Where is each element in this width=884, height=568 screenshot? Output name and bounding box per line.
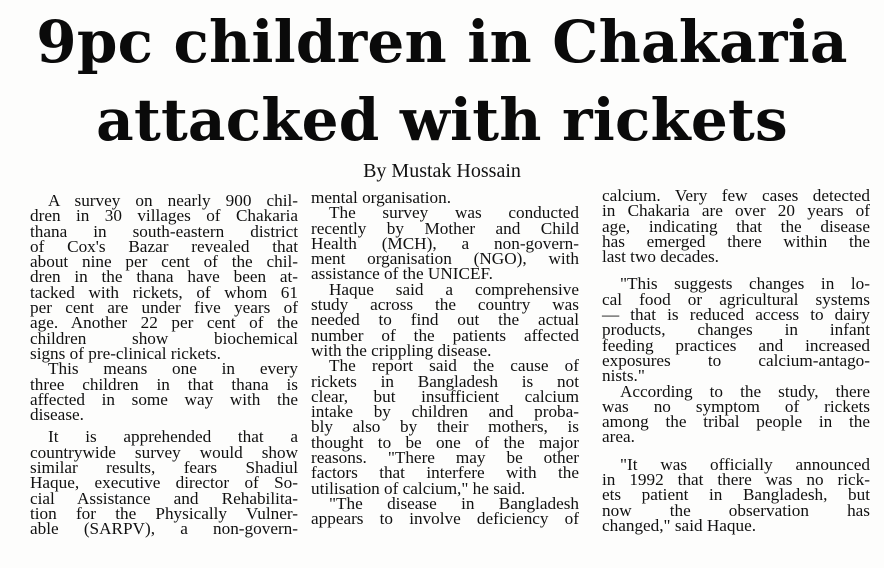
byline: By Mustak Hossain bbox=[363, 160, 521, 182]
article-text-line: children show biochemical bbox=[30, 328, 298, 348]
headline-line-1: 9pc children in Chakaria bbox=[36, 8, 848, 76]
article-text-line: study across the country was bbox=[311, 295, 579, 315]
article-text-line: recently by Mother and Child bbox=[311, 218, 579, 238]
article-text-line: now the observation has bbox=[602, 500, 870, 520]
article-text-line: According to the study, there bbox=[620, 381, 870, 401]
article-text-line: in 1992 that there was no rick- bbox=[602, 470, 870, 490]
article-text-line: intake by children and proba- bbox=[311, 402, 579, 422]
article-text-line: able (SARPV), a non-govern- bbox=[30, 519, 298, 539]
article-text-line: This means one in every bbox=[48, 359, 298, 379]
article-text-line: per cent are under five years of bbox=[30, 298, 298, 318]
article-text-line: nists." bbox=[602, 366, 645, 386]
article-text-line: of Cox's Bazar revealed that bbox=[30, 236, 298, 256]
article-text-line: ment organisation (NGO), with bbox=[311, 249, 579, 269]
article-text-line: disease. bbox=[30, 405, 84, 425]
article-text-line: exposures to calcium-antago- bbox=[602, 350, 870, 370]
article-text-line: thought to be one of the major bbox=[311, 432, 579, 452]
article-text-line: appears to involve deficiency of bbox=[311, 509, 579, 529]
article-text-line: The survey was conducted bbox=[329, 203, 579, 223]
article-text-line: among the tribal people in the bbox=[602, 412, 870, 432]
article-text-line: in Chakaria are over 20 years of bbox=[602, 201, 870, 221]
article-text-line: changed," said Haque. bbox=[602, 515, 757, 535]
article-text-line: tion for the Physically Vulner- bbox=[30, 503, 298, 523]
article-text-line: similar results, fears Shadiul bbox=[30, 458, 298, 478]
article-text-line: "This suggests changes in lo- bbox=[620, 274, 870, 294]
article-text-line: bly also by their mothers, is bbox=[311, 417, 579, 437]
article-text-line: feeding practices and increased bbox=[602, 335, 870, 355]
article-text-line: thana in south-eastern district bbox=[30, 221, 298, 241]
article-column-2 bbox=[311, 190, 579, 527]
article-text-line: was no symptom of rickets bbox=[602, 396, 870, 416]
article-text-line: about nine per cent of the chil- bbox=[30, 252, 298, 272]
article-text-line: utilisation of calcium," he said. bbox=[311, 478, 526, 498]
article-text-line: — that is reduced access to dairy bbox=[602, 305, 870, 325]
article-text-line: "It was officially announced bbox=[620, 454, 870, 474]
article-text-line: clear, but insufficient calcium bbox=[311, 386, 579, 406]
article-text-line: last two decades. bbox=[602, 247, 719, 267]
article-text-line: assistance of the UNICEF. bbox=[311, 264, 493, 284]
article-text-line: "The disease in Bangladesh bbox=[329, 493, 579, 513]
article-text-line: calcium. Very few cases detected bbox=[602, 186, 870, 205]
headline-line-2: attacked with rickets bbox=[96, 86, 788, 154]
article-text-line: needed to find out the actual bbox=[311, 310, 579, 330]
article-text-line: area. bbox=[602, 427, 635, 447]
article-text-line: affected in some way with the bbox=[30, 389, 298, 409]
article-column-3 bbox=[602, 188, 870, 533]
article-text-line: has emerged there within the bbox=[602, 231, 870, 251]
article-text-line: cial Assistance and Rehabilita- bbox=[30, 488, 298, 508]
article-text-line: ets patient in Bangladesh, but bbox=[602, 485, 870, 505]
article-text-line: dren in the thana have been at- bbox=[30, 267, 298, 287]
article-text-line: products, changes in infant bbox=[602, 320, 870, 340]
article-text-line: countrywide survey would show bbox=[30, 442, 298, 462]
article-text-line: with the crippling disease. bbox=[311, 340, 492, 360]
article-text-line: The report said the cause of bbox=[329, 356, 579, 376]
article-text-line: age. Another 22 per cent of the bbox=[30, 313, 298, 333]
article-text-line: Haque said a comprehensive bbox=[329, 279, 579, 299]
article-text-line: rickets in Bangladesh is not bbox=[311, 371, 579, 391]
article-text-line: tacked with rickets, of whom 61 bbox=[30, 282, 298, 302]
article-text-line: It is apprehended that a bbox=[48, 427, 298, 447]
article-text-line: number of the patients affected bbox=[311, 325, 579, 345]
article-text-line: A survey on nearly 900 chil- bbox=[48, 191, 298, 210]
article-text-line: reasons. "There may be other bbox=[311, 448, 579, 468]
article-text-line: cal food or agricultural systems bbox=[602, 289, 870, 309]
article-text-line: age, indicating that the disease bbox=[602, 216, 870, 236]
article-column-1 bbox=[30, 193, 298, 537]
article-text-line: three children in that thana is bbox=[30, 374, 298, 394]
article-text-line: factors that interfere with the bbox=[311, 463, 579, 483]
article-text-line: signs of pre-clinical rickets. bbox=[30, 343, 221, 363]
article-text-line: mental organisation. bbox=[311, 188, 452, 207]
article-text-line: Haque, executive director of So- bbox=[30, 473, 298, 493]
article-text-line: dren in 30 villages of Chakaria bbox=[30, 206, 298, 226]
article-text-line: Health (MCH), a non-govern- bbox=[311, 233, 579, 253]
